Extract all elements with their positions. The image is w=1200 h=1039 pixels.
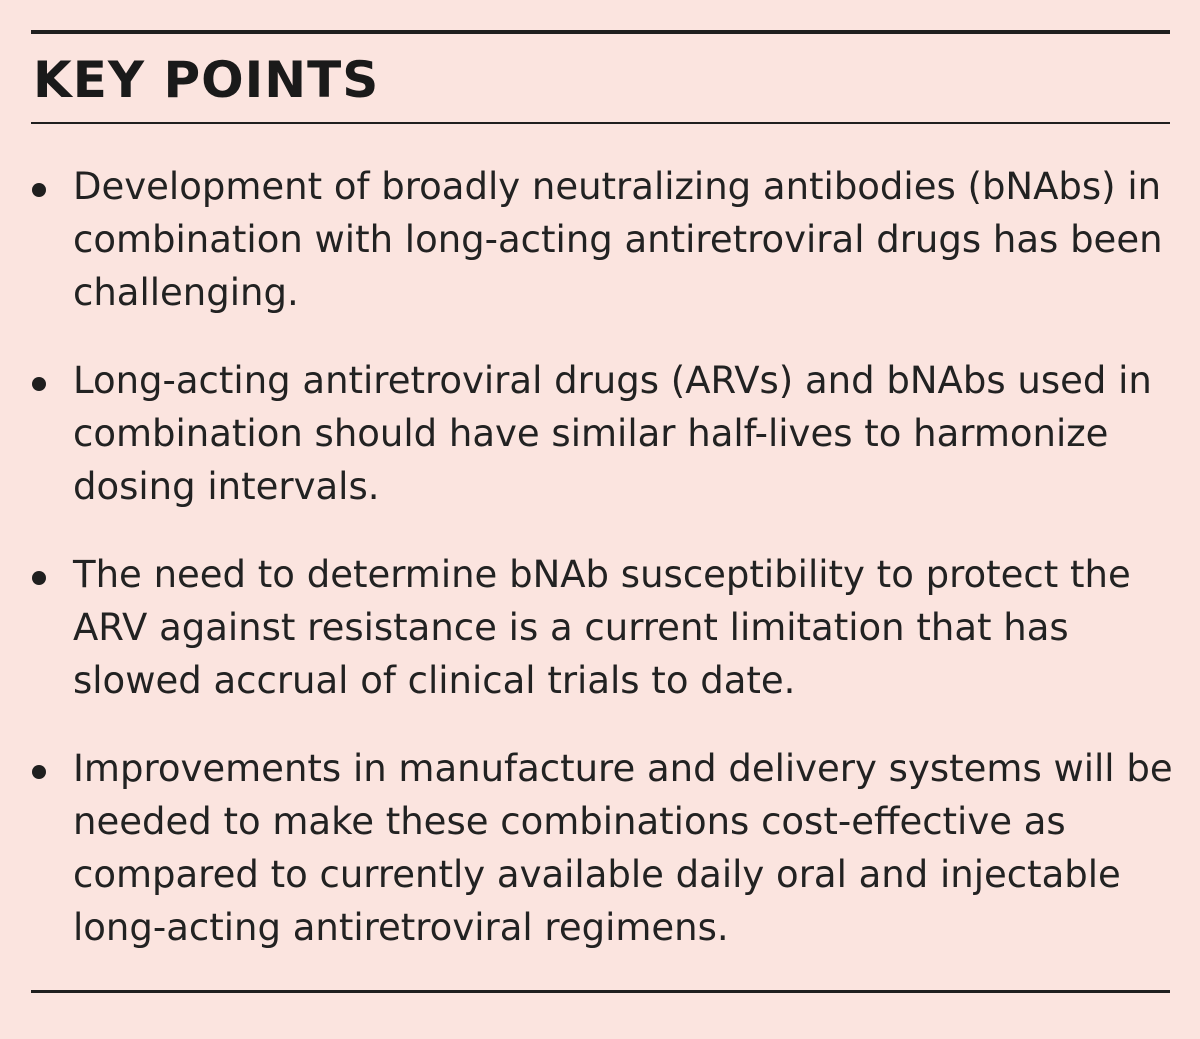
list-item-text: Long-acting antiretroviral drugs (ARVs) and bNAbs used in combination should have similar half-lives to harmonize dosing intervals. — [73, 359, 1152, 508]
list-item — [28, 548, 1178, 707]
list-item — [28, 354, 1178, 513]
bullet-icon — [32, 571, 46, 585]
bottom-rule — [31, 990, 1170, 993]
page-title: KEY POINTS — [33, 51, 380, 109]
list-item-text: The need to determine bNAb susceptibility to protect the ARV against resistance is a current limitation that has slowed accrual of clinical trials to date. — [73, 553, 1131, 702]
bullet-icon — [32, 377, 46, 391]
key-points-list — [28, 160, 1178, 989]
list-item — [28, 742, 1178, 954]
list-item — [28, 160, 1178, 319]
top-rule — [31, 30, 1170, 34]
bullet-icon — [32, 765, 46, 779]
bullet-icon — [32, 183, 46, 197]
title-divider — [31, 122, 1170, 124]
list-item-text: Improvements in manufacture and delivery systems will be needed to make these combinations cost-effective as compared to currently available daily oral and injectable long-acting antiretroviral regimens. — [73, 747, 1173, 949]
list-item-text: Development of broadly neutralizing antibodies (bNAbs) in combination with long-acting antiretroviral drugs has been challenging. — [73, 165, 1163, 314]
